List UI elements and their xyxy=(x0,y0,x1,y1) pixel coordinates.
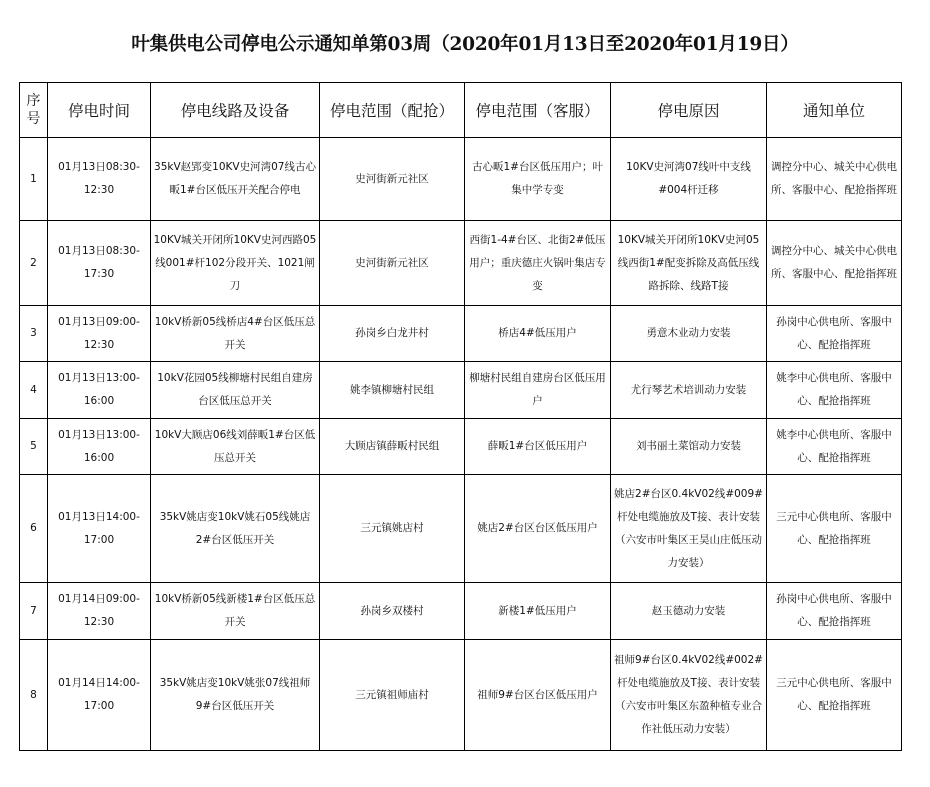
page-title: 叶集供电公司停电公示通知单第03周（2020年01月13日至2020年01月19日） xyxy=(131,34,799,55)
table-row xyxy=(20,306,902,362)
scope-dist-cell: 史河街新元社区 xyxy=(320,221,465,306)
reason-cell: 10KV史河湾07线叶中支线#004杆迁移 xyxy=(611,138,767,221)
scope-service-cell: 新楼1#低压用户 xyxy=(465,583,611,640)
scope-service-cell: 薛畈1#台区低压用户 xyxy=(465,419,611,475)
line-cell: 10kV花园05线柳塘村民组自建房台区低压总开关 xyxy=(151,362,320,419)
reason-cell: 祖师9#台区0.4kV02线#002#杆处电缆施放及T接、表计安装（六安市叶集区东盈种植专业合作社低压动力安装） xyxy=(611,640,767,751)
time-cell: 01月14日09:00-12:30 xyxy=(48,583,151,640)
unit-cell: 孙岗中心供电所、客服中心、配抢指挥班 xyxy=(767,583,902,640)
time-cell: 01月14日14:00-17:00 xyxy=(48,640,151,751)
seq-cell: 6 xyxy=(20,475,48,583)
unit-cell: 姚李中心供电所、客服中心、配抢指挥班 xyxy=(767,419,902,475)
time-cell: 01月13日08:30-17:30 xyxy=(48,221,151,306)
reason-cell: 10KV城关开闭所10KV史河05线西街1#配变拆除及高低压线路拆除、线路T接 xyxy=(611,221,767,306)
time-cell: 01月13日08:30-12:30 xyxy=(48,138,151,221)
header-time: 停电时间 xyxy=(48,83,151,138)
scope-dist-cell: 三元镇祖师庙村 xyxy=(320,640,465,751)
time-cell: 01月13日13:00-16:00 xyxy=(48,419,151,475)
header-scope-service: 停电范围（客服） xyxy=(465,83,611,138)
line-cell: 35kV赵郢变10KV史河湾07线古心畈1#台区低压开关配合停电 xyxy=(151,138,320,221)
time-cell: 01月13日14:00-17:00 xyxy=(48,475,151,583)
scope-dist-cell: 姚李镇柳塘村民组 xyxy=(320,362,465,419)
line-cell: 35kV姚店变10kV姚张07线祖师9#台区低压开关 xyxy=(151,640,320,751)
line-cell: 35kV姚店变10kV姚石05线姚店2#台区低压开关 xyxy=(151,475,320,583)
reason-cell: 尤行琴艺术培训动力安装 xyxy=(611,362,767,419)
scope-service-cell: 姚店2#台区台区低压用户 xyxy=(465,475,611,583)
table-row xyxy=(20,138,902,221)
header-scope-dist: 停电范围（配抢） xyxy=(320,83,465,138)
seq-cell: 3 xyxy=(20,306,48,362)
line-cell: 10kV大顾店06线刘薛畈1#台区低压总开关 xyxy=(151,419,320,475)
scope-dist-cell: 孙岗乡双楼村 xyxy=(320,583,465,640)
table-row xyxy=(20,583,902,640)
seq-cell: 7 xyxy=(20,583,48,640)
line-cell: 10kV桥新05线桥店4#台区低压总开关 xyxy=(151,306,320,362)
reason-cell: 刘书丽土菜馆动力安装 xyxy=(611,419,767,475)
seq-cell: 5 xyxy=(20,419,48,475)
scope-service-cell: 桥店4#低压用户 xyxy=(465,306,611,362)
reason-cell: 姚店2#台区0.4kV02线#009#杆处电缆施放及T接、表计安装（六安市叶集区王昊山庄低压动力安装） xyxy=(611,475,767,583)
table-row xyxy=(20,475,902,583)
seq-cell: 8 xyxy=(20,640,48,751)
scope-service-cell: 柳塘村民组自建房台区低压用户 xyxy=(465,362,611,419)
scope-dist-cell: 大顾店镇薛畈村民组 xyxy=(320,419,465,475)
header-seq: 序号 xyxy=(20,83,48,138)
unit-cell: 调控分中心、城关中心供电所、客服中心、配抢指挥班 xyxy=(767,221,902,306)
time-cell: 01月13日09:00-12:30 xyxy=(48,306,151,362)
table-row xyxy=(20,221,902,306)
seq-cell: 2 xyxy=(20,221,48,306)
reason-cell: 勇意木业动力安装 xyxy=(611,306,767,362)
unit-cell: 姚李中心供电所、客服中心、配抢指挥班 xyxy=(767,362,902,419)
scope-dist-cell: 孙岗乡白龙井村 xyxy=(320,306,465,362)
outage-notice-table xyxy=(19,82,902,751)
scope-dist-cell: 史河街新元社区 xyxy=(320,138,465,221)
table-row xyxy=(20,419,902,475)
seq-cell: 4 xyxy=(20,362,48,419)
scope-service-cell: 古心畈1#台区低压用户；叶集中学专变 xyxy=(465,138,611,221)
unit-cell: 孙岗中心供电所、客服中心、配抢指挥班 xyxy=(767,306,902,362)
scope-service-cell: 祖师9#台区台区低压用户 xyxy=(465,640,611,751)
line-cell: 10KV城关开闭所10KV史河西路05线001#杆102分段开关、1021闸刀 xyxy=(151,221,320,306)
time-cell: 01月13日13:00-16:00 xyxy=(48,362,151,419)
unit-cell: 三元中心供电所、客服中心、配抢指挥班 xyxy=(767,640,902,751)
header-line: 停电线路及设备 xyxy=(151,83,320,138)
header-unit: 通知单位 xyxy=(767,83,902,138)
header-row xyxy=(20,83,902,138)
unit-cell: 调控分中心、城关中心供电所、客服中心、配抢指挥班 xyxy=(767,138,902,221)
scope-service-cell: 西街1-4#台区、北街2#低压用户；重庆德庄火锅叶集店专变 xyxy=(465,221,611,306)
scope-dist-cell: 三元镇姚店村 xyxy=(320,475,465,583)
unit-cell: 三元中心供电所、客服中心、配抢指挥班 xyxy=(767,475,902,583)
table-row xyxy=(20,640,902,751)
reason-cell: 赵玉德动力安装 xyxy=(611,583,767,640)
seq-cell: 1 xyxy=(20,138,48,221)
line-cell: 10kV桥新05线新楼1#台区低压总开关 xyxy=(151,583,320,640)
header-reason: 停电原因 xyxy=(611,83,767,138)
table-row xyxy=(20,362,902,419)
